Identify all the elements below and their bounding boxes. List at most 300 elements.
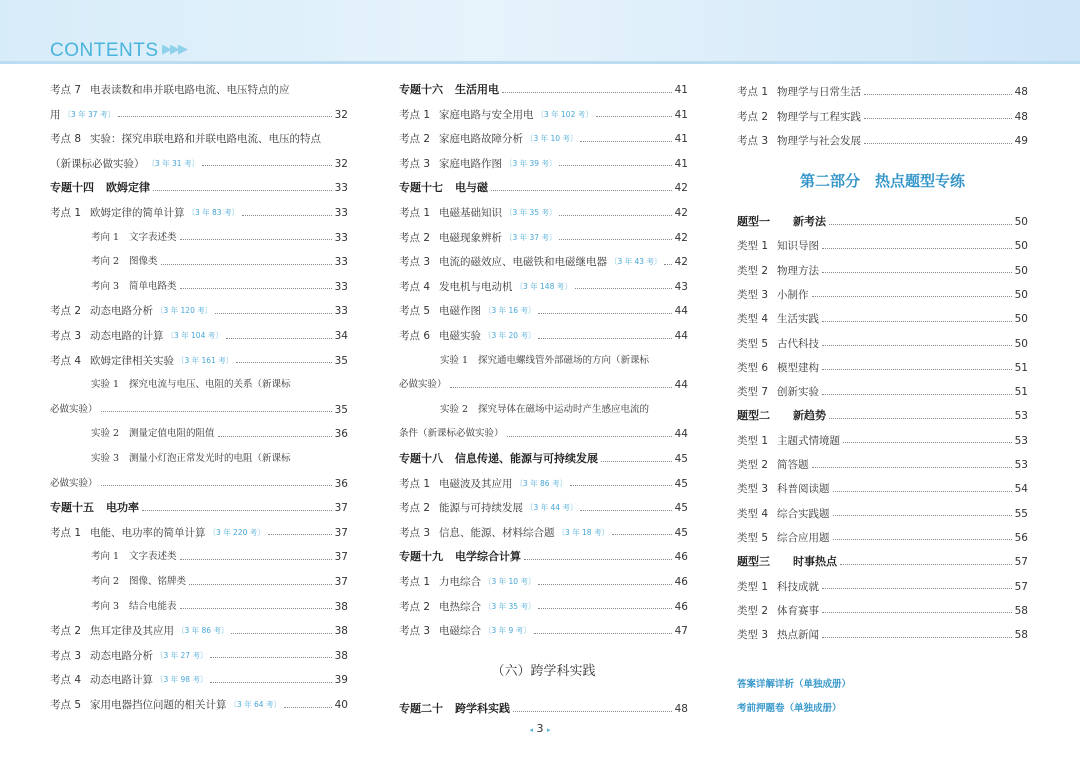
toc-entry-row[interactable] [399,572,688,592]
toc-entry-row[interactable] [399,228,688,248]
toc-entry-title: 动态电路分析 [90,649,153,662]
toc-entry-row[interactable] [50,646,348,666]
leader-dots [843,442,1012,443]
toc-entry-title: 物理学与社会发展 [777,135,861,148]
toc-page-number: 37 [334,551,348,564]
toc-entry-row[interactable] [50,301,348,321]
toc-entry-label: 考点 8 [50,133,82,146]
toc-page-number: 38 [334,600,348,613]
toc-entry-label: 考向 2 [91,256,120,268]
toc-page-number: 42 [674,182,688,195]
toc-entry-row[interactable] [737,431,1028,451]
toc-section-row[interactable] [737,406,1028,426]
page-next-icon: ▸ [547,726,551,734]
toc-entry-label: 考点 1 [399,576,431,588]
toc-entry-exam-count: 〔3 年 39 考〕 [505,158,557,168]
leader-dots [450,387,672,388]
toc-entry-exam-count: 〔3 年 86 考〕 [177,626,229,636]
leader-dots [822,345,1012,346]
toc-page-number: 55 [1014,507,1028,520]
toc-entry-label: 考点 1 [50,207,82,219]
toc-entry-title: 简答题 [777,459,809,471]
toc-entry-row[interactable] [50,228,348,248]
toc-entry-title: 电磁综合 [439,625,481,638]
toc-page-number: 35 [334,403,348,416]
toc-entry-row[interactable] [737,285,1028,305]
toc-entry-title: 家用电器挡位问题的相关计算 [90,699,227,711]
toc-page-number: 41 [674,157,688,170]
toc-entry-title: 简单电路类 [129,280,177,292]
toc-section-row[interactable] [399,80,688,100]
toc-entry-title: 文字表述类 [129,231,177,243]
toc-entry-exam-count: 〔3 年 98 考〕 [156,675,208,685]
toc-entry-title: 综合实践题 [777,507,830,520]
toc-page-number: 58 [1014,629,1028,642]
toc-entry-title: 电流的磁效应、电磁铁和电磁继电器 [439,256,607,269]
toc-section-row[interactable] [50,498,348,518]
toc-section-row[interactable] [399,178,688,198]
leader-dots [215,313,331,314]
toc-page-number: 37 [334,576,348,588]
toc-entry-label: 考点 4 [399,280,431,293]
toc-page-number: 45 [674,453,688,465]
toc-entry-row[interactable] [399,621,688,641]
toc-entry-label: 考点 7 [50,84,82,96]
toc-entry-title: 家庭电路与安全用电 [439,108,534,121]
toc-entry-title: 力电综合 [439,576,481,588]
toc-entry-label: 考向 3 [91,280,120,292]
toc-page-number: 58 [1014,604,1028,617]
leader-dots [864,143,1012,144]
leader-dots [524,559,672,560]
toc-entry-title: 物理方法 [777,264,819,277]
toc-entry-exam-count: 〔3 年 220 考〕 [208,527,265,537]
toc-entry-label: 考点 3 [50,330,82,342]
toc-page-number: 33 [334,256,348,269]
contents-arrows-icon: ▶▶▶ [162,42,186,57]
toc-entry-row[interactable] [399,424,688,444]
toc-entry-label: 类型 3 [737,629,769,642]
toc-entry-row[interactable] [737,504,1028,524]
toc-entry-label: 考点 3 [737,135,769,148]
toc-page-number: 50 [1014,240,1028,253]
toc-entry-row[interactable] [737,261,1028,281]
toc-page-number: 51 [1014,361,1028,374]
toc-page-number: 44 [674,330,688,342]
toc-entry-label: 考点 3 [399,256,431,269]
toc-entry-label: 考点 2 [50,625,82,638]
toc-entry-label: 考点 1 [399,207,431,219]
toc-entry-label: 实验 3 [91,453,120,464]
toc-page-number: 51 [1014,386,1028,399]
leader-dots [118,116,332,117]
toc-entry-title: 电磁基础知识 [439,207,502,219]
toc-entry-row[interactable] [737,625,1028,645]
toc-entry-title: 条件（新课标必做实验） [399,428,504,440]
leader-dots [538,313,671,314]
toc-entry-exam-count: 〔3 年 35 考〕 [484,601,536,611]
toc-entry-label: 实验 2 [440,403,469,415]
toc-entry-title: 能源与可持续发展 [439,502,523,515]
toc-page-number: 45 [674,477,688,490]
toc-entry-row[interactable] [737,334,1028,354]
leader-dots [231,633,331,634]
toc-page-number: 53 [1014,410,1028,423]
toc-entry-title: 用 [50,108,61,121]
toc-entry-label: 考向 1 [91,551,120,563]
toc-entry-label: 实验 1 [91,379,120,391]
leader-dots [502,92,672,93]
toc-page-number: 50 [1014,313,1028,326]
toc-entry-exam-count: 〔3 年 20 考〕 [484,331,536,340]
toc-entry-row[interactable] [50,670,348,690]
leader-dots [864,94,1012,95]
toc-entry-title: 热点新闻 [777,629,819,642]
toc-entry-title: 探究通电螺线管外部磁场的方向（新课标 [478,354,650,366]
toc-entry-exam-count: 〔3 年 104 考〕 [166,331,223,340]
toc-section-row[interactable] [737,552,1028,572]
leader-dots [142,510,332,511]
leader-dots [202,165,332,166]
toc-page-number: 50 [1014,288,1028,301]
toc-section-row[interactable] [50,178,348,198]
contents-title: CONTENTS [50,40,159,61]
leader-dots [822,588,1012,589]
toc-entry-title: 动态电路分析 [90,305,153,318]
toc-page-number: 46 [674,600,688,613]
toc-entry-title: 动态电路计算 [90,674,153,687]
leader-dots [833,491,1012,492]
leader-dots [559,239,671,240]
toc-entry-label: 类型 2 [737,604,769,617]
toc-entry-row[interactable] [399,105,688,125]
toc-section-row[interactable] [737,212,1028,232]
toc-entry-label: 考点 3 [50,649,82,662]
toc-entry-title: 物理学与工程实践 [777,110,861,123]
toc-entry-row[interactable] [399,129,688,149]
section-heading-six: （六）跨学科实践 [491,664,596,679]
toc-entry-title: 科技成就 [777,580,819,593]
toc-entry-row[interactable] [399,277,688,297]
toc-entry-label: 类型 2 [737,264,769,277]
toc-entry-row[interactable] [399,498,688,518]
toc-entry-row[interactable] [399,523,688,543]
toc-entry-row[interactable] [50,523,348,543]
toc-entry-title: 测量定值电阻的阻值 [129,428,215,440]
toc-entry-row[interactable] [50,154,348,174]
toc-entry-title: 新考法 [793,215,826,228]
toc-entry-label: 考点 2 [50,305,82,318]
toc-entry-exam-count: 〔3 年 37 考〕 [505,232,557,242]
toc-entry-row[interactable] [399,375,688,395]
toc-entry-label: 类型 4 [737,313,769,326]
toc-page-number: 49 [1014,135,1028,148]
toc-entry-title: 古代科技 [777,337,819,350]
toc-entry-title: 必做实验） [50,477,98,489]
toc-entry-label: 考点 2 [399,502,431,515]
leader-dots [812,296,1012,297]
leader-dots [180,559,332,560]
toc-entry-title: 跨学科实践 [455,702,510,715]
toc-page-number: 38 [334,649,348,662]
leader-dots [538,338,671,339]
leader-dots [236,362,331,363]
toc-entry-title: 电磁作图 [439,305,481,318]
toc-entry-title: 探究导体在磁场中运动时产生感应电流的 [478,403,650,415]
leader-dots [507,436,672,437]
toc-entry-row[interactable] [399,203,688,223]
toc-entry-row[interactable] [50,351,348,371]
toc-entry-title: 文字表述类 [129,551,177,563]
leader-dots [513,711,672,712]
toc-entry-row[interactable] [50,621,348,641]
toc-entry-title: 发电机与电动机 [439,280,513,293]
leader-dots [210,657,331,658]
part-two-title: 第二部分 热点题型专练 [799,172,965,190]
toc-entry-label: 考向 1 [91,231,120,243]
toc-page-number: 44 [674,379,688,392]
toc-page-number: 46 [674,576,688,588]
toc-entry-row[interactable] [399,326,688,346]
toc-entry-exam-count: 〔3 年 27 考〕 [156,650,208,660]
toc-entry-title: 新趋势 [793,409,826,423]
toc-page-number: 32 [334,157,348,170]
toc-entry-label: 考点 3 [399,157,431,170]
toc-entry-label: 专题十五 [50,501,94,515]
leader-dots [284,707,332,708]
toc-entry-label: 考点 6 [399,330,431,342]
page-prev-icon: ◂ [529,726,533,734]
toc-entry-row[interactable] [50,252,348,272]
toc-page-number: 38 [334,625,348,638]
toc-section-row[interactable] [399,449,688,469]
leader-dots [180,288,332,289]
leader-dots [180,239,332,240]
leader-dots [268,534,332,535]
toc-entry-row[interactable] [50,277,348,297]
toc-page-number: 45 [674,502,688,515]
answer-booklet-link[interactable]: 答案详解详析（单独成册） [737,679,852,690]
toc-entry-label: 类型 1 [737,580,769,593]
toc-entry-row[interactable] [50,424,348,444]
toc-entry-label: 考点 4 [50,354,82,367]
toc-page-number: 42 [674,207,688,219]
toc-entry-title: 电表读数和串并联电路电流、电压特点的应 [90,84,290,96]
toc-entry-label: 考点 1 [399,108,431,121]
toc-page-number: 57 [1014,556,1028,569]
leader-dots [491,190,672,191]
toc-entry-exam-count: 〔3 年 18 考〕 [557,527,609,537]
toc-entry-exam-count: 〔3 年 83 考〕 [187,208,239,217]
leader-dots [180,608,332,609]
toc-page-number: 39 [334,674,348,687]
toc-entry-exam-count: 〔3 年 148 考〕 [515,281,572,291]
leader-dots [226,338,332,339]
toc-entry-label: 题型一 [737,215,770,228]
toc-page-number: 32 [334,108,348,121]
leader-dots [538,584,671,585]
toc-entry-row[interactable] [399,252,688,272]
toc-page-number: 48 [674,703,688,715]
toc-page-number: 33 [334,280,348,293]
toc-entry-row[interactable] [50,326,348,346]
toc-page-number: 44 [674,305,688,318]
toc-section-row[interactable] [399,547,688,567]
toc-entry-title: 电热综合 [439,600,481,613]
toc-entry-row[interactable] [399,400,688,420]
leader-dots [822,612,1012,613]
toc-entry-row[interactable] [737,601,1028,621]
toc-entry-title: 信息传递、能源与可持续发展 [455,452,598,465]
toc-entry-exam-count: 〔3 年 37 考〕 [63,109,115,119]
toc-page-number: 50 [1014,216,1028,228]
toc-entry-exam-count: 〔3 年 31 考〕 [147,158,199,168]
toc-page-number: 33 [334,231,348,244]
toc-entry-row[interactable] [737,528,1028,548]
toc-entry-label: 考向 2 [91,576,120,587]
toc-entry-label: 类型 6 [737,361,769,374]
toc-entry-row[interactable] [50,474,348,494]
leader-dots [575,288,672,289]
toc-page-number: 37 [334,526,348,539]
toc-entry-row[interactable] [737,107,1028,127]
exam-paper-link[interactable]: 考前押题卷（单独成册） [737,703,842,714]
toc-entry-title: 知识导图 [777,240,819,253]
toc-entry-title: 电磁现象辨析 [439,231,502,244]
toc-entry-title: 家庭电路作图 [439,157,502,170]
toc-entry-label: 考点 5 [399,305,431,318]
toc-page-number: 36 [334,477,348,490]
leader-dots [218,436,332,437]
leader-dots [822,394,1012,395]
toc-entry-title: 时事热点 [793,555,837,569]
toc-entry-label: 专题二十 [399,702,443,715]
toc-page-number: 40 [334,699,348,711]
toc-page-number: 48 [1014,86,1028,98]
toc-entry-label: 考点 3 [399,625,431,638]
leader-dots [242,215,332,216]
toc-entry-label: 类型 1 [737,240,769,253]
toc-entry-title: 体育赛事 [777,604,819,617]
toc-page-number: 42 [674,256,688,269]
toc-entry-row[interactable] [399,351,688,371]
toc-entry-label: 类型 3 [737,483,769,496]
leader-dots [822,272,1012,273]
toc-page-number: 45 [674,526,688,539]
toc-page-number: 57 [1014,580,1028,593]
toc-entry-title: 创新实验 [777,386,819,399]
leader-dots [822,369,1012,370]
leader-dots [664,264,671,265]
toc-entry-title: 电功率 [106,501,139,515]
toc-entry-label: 专题十四 [50,181,94,195]
toc-page-number: 48 [1014,110,1028,123]
leader-dots [210,682,331,683]
toc-entry-exam-count: 〔3 年 43 考〕 [610,257,662,267]
toc-entry-row[interactable] [399,474,688,494]
toc-entry-exam-count: 〔3 年 120 考〕 [156,306,213,316]
toc-entry-row[interactable] [737,131,1028,151]
toc-page-number: 41 [674,84,688,96]
leader-dots [189,584,332,585]
toc-entry-exam-count: 〔3 年 64 考〕 [229,700,281,709]
leader-dots [833,539,1012,540]
toc-entry-row[interactable] [399,301,688,321]
leader-dots [101,411,332,412]
toc-entry-label: 考点 4 [50,674,82,687]
toc-entry-row[interactable] [737,479,1028,499]
toc-page-number: 33 [334,182,348,195]
toc-page-number: 50 [1014,264,1028,277]
toc-entry-exam-count: 〔3 年 35 考〕 [505,208,557,217]
toc-entry-row[interactable] [50,203,348,223]
toc-entry-label: 题型三 [737,555,770,569]
toc-entry-label: 类型 1 [737,434,769,447]
toc-entry-row[interactable] [50,449,348,469]
toc-entry-title: 生活实践 [777,313,819,326]
toc-page-number: 41 [674,108,688,121]
toc-entry-title: 欧姆定律 [106,181,150,195]
toc-entry-row[interactable] [50,105,348,125]
toc-entry-row[interactable] [50,572,348,592]
toc-entry-exam-count: 〔3 年 102 考〕 [536,109,593,119]
toc-entry-row[interactable] [737,382,1028,402]
toc-entry-row[interactable] [399,597,688,617]
toc-entry-row[interactable] [50,80,348,100]
leader-dots [580,141,671,142]
toc-entry-label: 专题十七 [399,181,443,195]
toc-entry-title: 测量小灯泡正常发光时的电阻（新课标 [129,453,291,464]
leader-dots [829,418,1012,419]
page-number-value: 3 [536,722,544,735]
toc-page-number: 33 [334,207,348,219]
toc-entry-row[interactable] [50,597,348,617]
toc-entry-row[interactable] [737,455,1028,475]
toc-section-row[interactable] [399,699,688,719]
toc-entry-row[interactable] [737,236,1028,256]
toc-entry-row[interactable] [50,695,348,715]
leader-dots [153,190,332,191]
toc-entry-row[interactable] [399,154,688,174]
toc-entry-row[interactable] [737,82,1028,102]
toc-entry-row[interactable] [737,309,1028,329]
toc-entry-title: 电能、电功率的简单计算 [90,526,206,539]
toc-entry-row[interactable] [50,375,348,395]
toc-entry-exam-count: 〔3 年 86 考〕 [515,478,567,488]
toc-entry-row[interactable] [50,400,348,420]
toc-entry-exam-count: 〔3 年 10 考〕 [526,134,578,144]
toc-entry-title: 家庭电路故障分析 [439,133,523,146]
leader-dots [612,534,672,535]
toc-entry-title: 小制作 [777,288,809,301]
toc-entry-label: 专题十九 [399,550,443,564]
toc-entry-title: 电磁实验 [439,330,481,342]
toc-entry-exam-count: 〔3 年 9 考〕 [484,626,531,636]
leader-dots [559,215,671,216]
toc-entry-label: 考点 2 [399,231,431,244]
toc-entry-label: 考点 2 [399,133,431,146]
toc-entry-title: （新课标必做实验） [50,157,145,170]
toc-entry-row[interactable] [50,547,348,567]
toc-entry-row[interactable] [50,129,348,149]
toc-entry-label: 实验 2 [91,428,120,440]
toc-entry-title: 图像、铭牌类 [129,576,187,587]
toc-entry-row[interactable] [737,358,1028,378]
toc-entry-label: 类型 5 [737,531,769,544]
toc-entry-row[interactable] [737,577,1028,597]
toc-entry-exam-count: 〔3 年 16 考〕 [484,306,536,316]
leader-dots [822,321,1012,322]
